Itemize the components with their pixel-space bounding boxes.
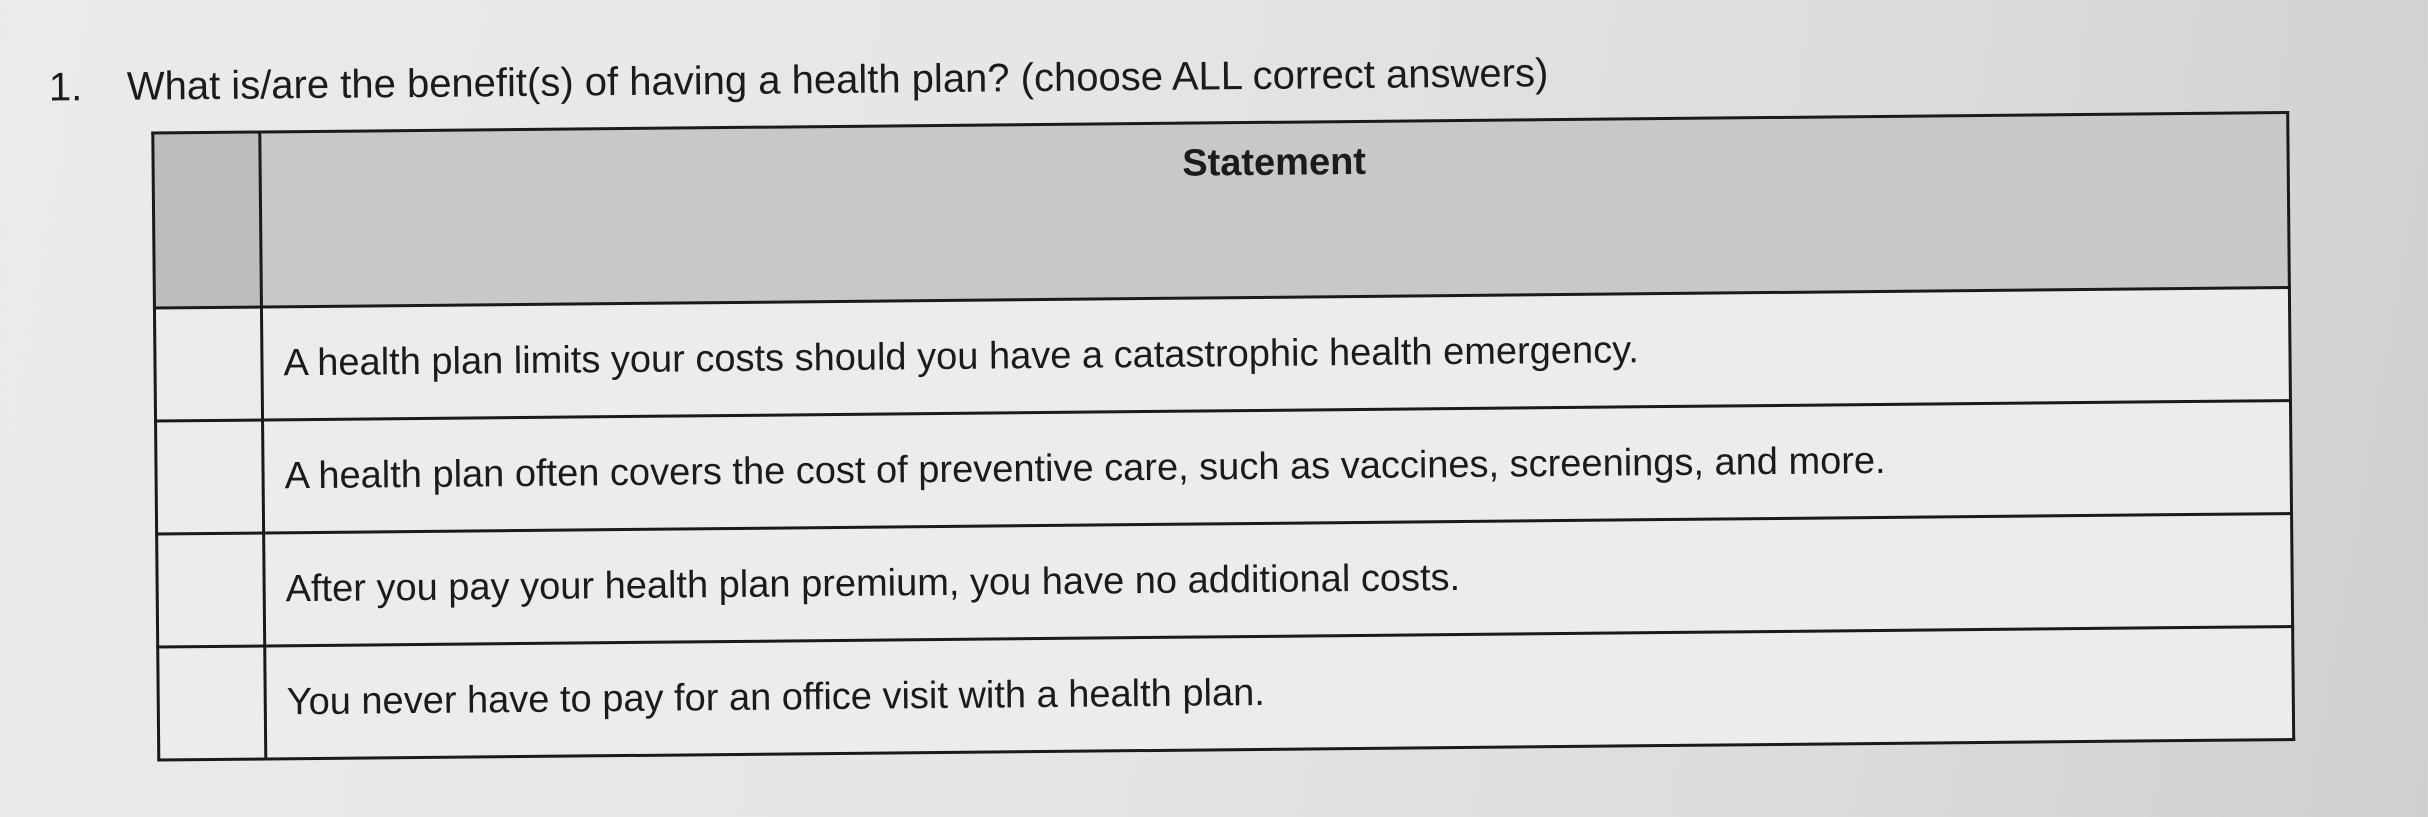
answer-checkbox-1[interactable]	[154, 307, 262, 421]
statement-cell: A health plan often covers the cost of preventive care, such as vaccines, screenings, and more.	[263, 401, 2292, 533]
answer-table	[151, 111, 2295, 761]
question	[49, 47, 1549, 113]
statement-column-header: Statement	[260, 113, 2290, 307]
question-number: 1.	[48, 65, 83, 110]
question-text: What is/are the benefit(s) of having a health plan? (choose ALL correct answers)	[126, 51, 1549, 109]
check-column-header	[153, 132, 262, 308]
table-row	[154, 288, 2290, 421]
answer-checkbox-2[interactable]	[156, 420, 264, 534]
statement-cell: A health plan limits your costs should you have a catastrophic health emergency.	[261, 288, 2290, 420]
answer-checkbox-4[interactable]	[158, 646, 266, 760]
table-row	[157, 514, 2293, 647]
table-header-row	[153, 113, 2290, 308]
table-row	[156, 401, 2292, 534]
statement-cell: You never have to pay for an office visit with a health plan.	[265, 627, 2294, 759]
table-row	[158, 627, 2294, 760]
answer-checkbox-3[interactable]	[157, 533, 265, 647]
statement-cell: After you pay your health plan premium, you have no additional costs.	[264, 514, 2293, 646]
